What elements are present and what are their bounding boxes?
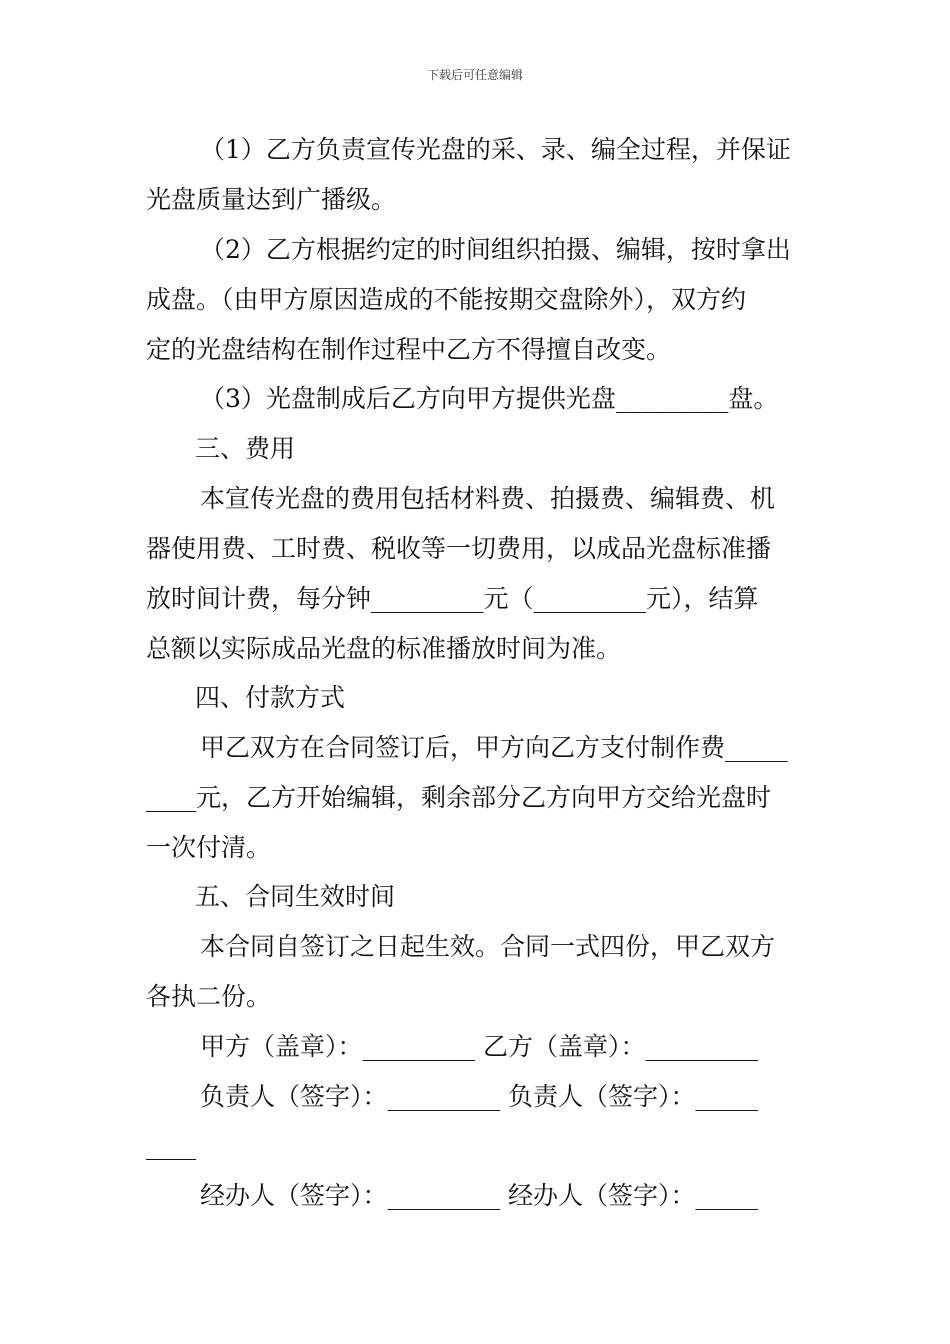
clause-2-2-line-2: 成盘。（由甲方原因造成的不能按期交盘除外），双方约 xyxy=(146,285,747,314)
clause-2-3-line-1: （3）光盘制成后乙方向甲方提供光盘_________盘。 xyxy=(200,384,779,413)
section-5-heading: 五、合同生效时间 xyxy=(195,882,396,911)
clause-2-1-line-2: 光盘质量达到广播级。 xyxy=(146,185,397,214)
clause-2-2-line-3: 定的光盘结构在制作过程中乙方不得擅自改变。 xyxy=(146,335,672,364)
signature-responsible-line: 负责人（签字）：_________ 负责人（签字）：_____ xyxy=(200,1082,758,1111)
section-3-heading: 三、费用 xyxy=(195,434,296,463)
section-4-heading: 四、付款方式 xyxy=(195,683,346,712)
section-3-para-line-2: 器使用费、工时费、税收等一切费用，以成品光盘标准播 xyxy=(146,534,772,563)
section-4-para-line-3: 一次付清。 xyxy=(146,833,272,862)
section-4-para-line-1: 甲乙双方在合同签订后，甲方向乙方支付制作费_____ xyxy=(200,733,788,762)
section-5-para-line-1: 本合同自签订之日起生效。合同一式四份，甲乙双方 xyxy=(200,932,776,961)
page-header: 下载后可任意编辑 xyxy=(426,68,523,82)
section-4-para-line-2: ____元，乙方开始编辑，剩余部分乙方向甲方交给光盘时 xyxy=(146,783,772,812)
section-5-para-line-2: 各执二份。 xyxy=(146,982,272,1011)
signature-handler-line: 经办人（签字）：_________ 经办人（签字）：_____ xyxy=(200,1181,758,1210)
signature-seal-line: 甲方（盖章）：_________ 乙方（盖章）：_________ xyxy=(200,1032,758,1061)
section-3-para-line-4: 总额以实际成品光盘的标准播放时间为准。 xyxy=(146,634,622,663)
signature-responsible-line-cont: ____ xyxy=(146,1131,196,1160)
clause-2-1-line-1: （1）乙方负责宣传光盘的采、录、编全过程，并保证 xyxy=(200,135,791,164)
section-3-para-line-3: 放时间计费，每分钟_________元（_________元），结算 xyxy=(146,584,759,613)
section-3-para-line-1: 本宣传光盘的费用包括材料费、拍摄费、编辑费、机 xyxy=(200,484,776,513)
clause-2-2-line-1: （2）乙方根据约定的时间组织拍摄、编辑，按时拿出 xyxy=(200,235,791,264)
